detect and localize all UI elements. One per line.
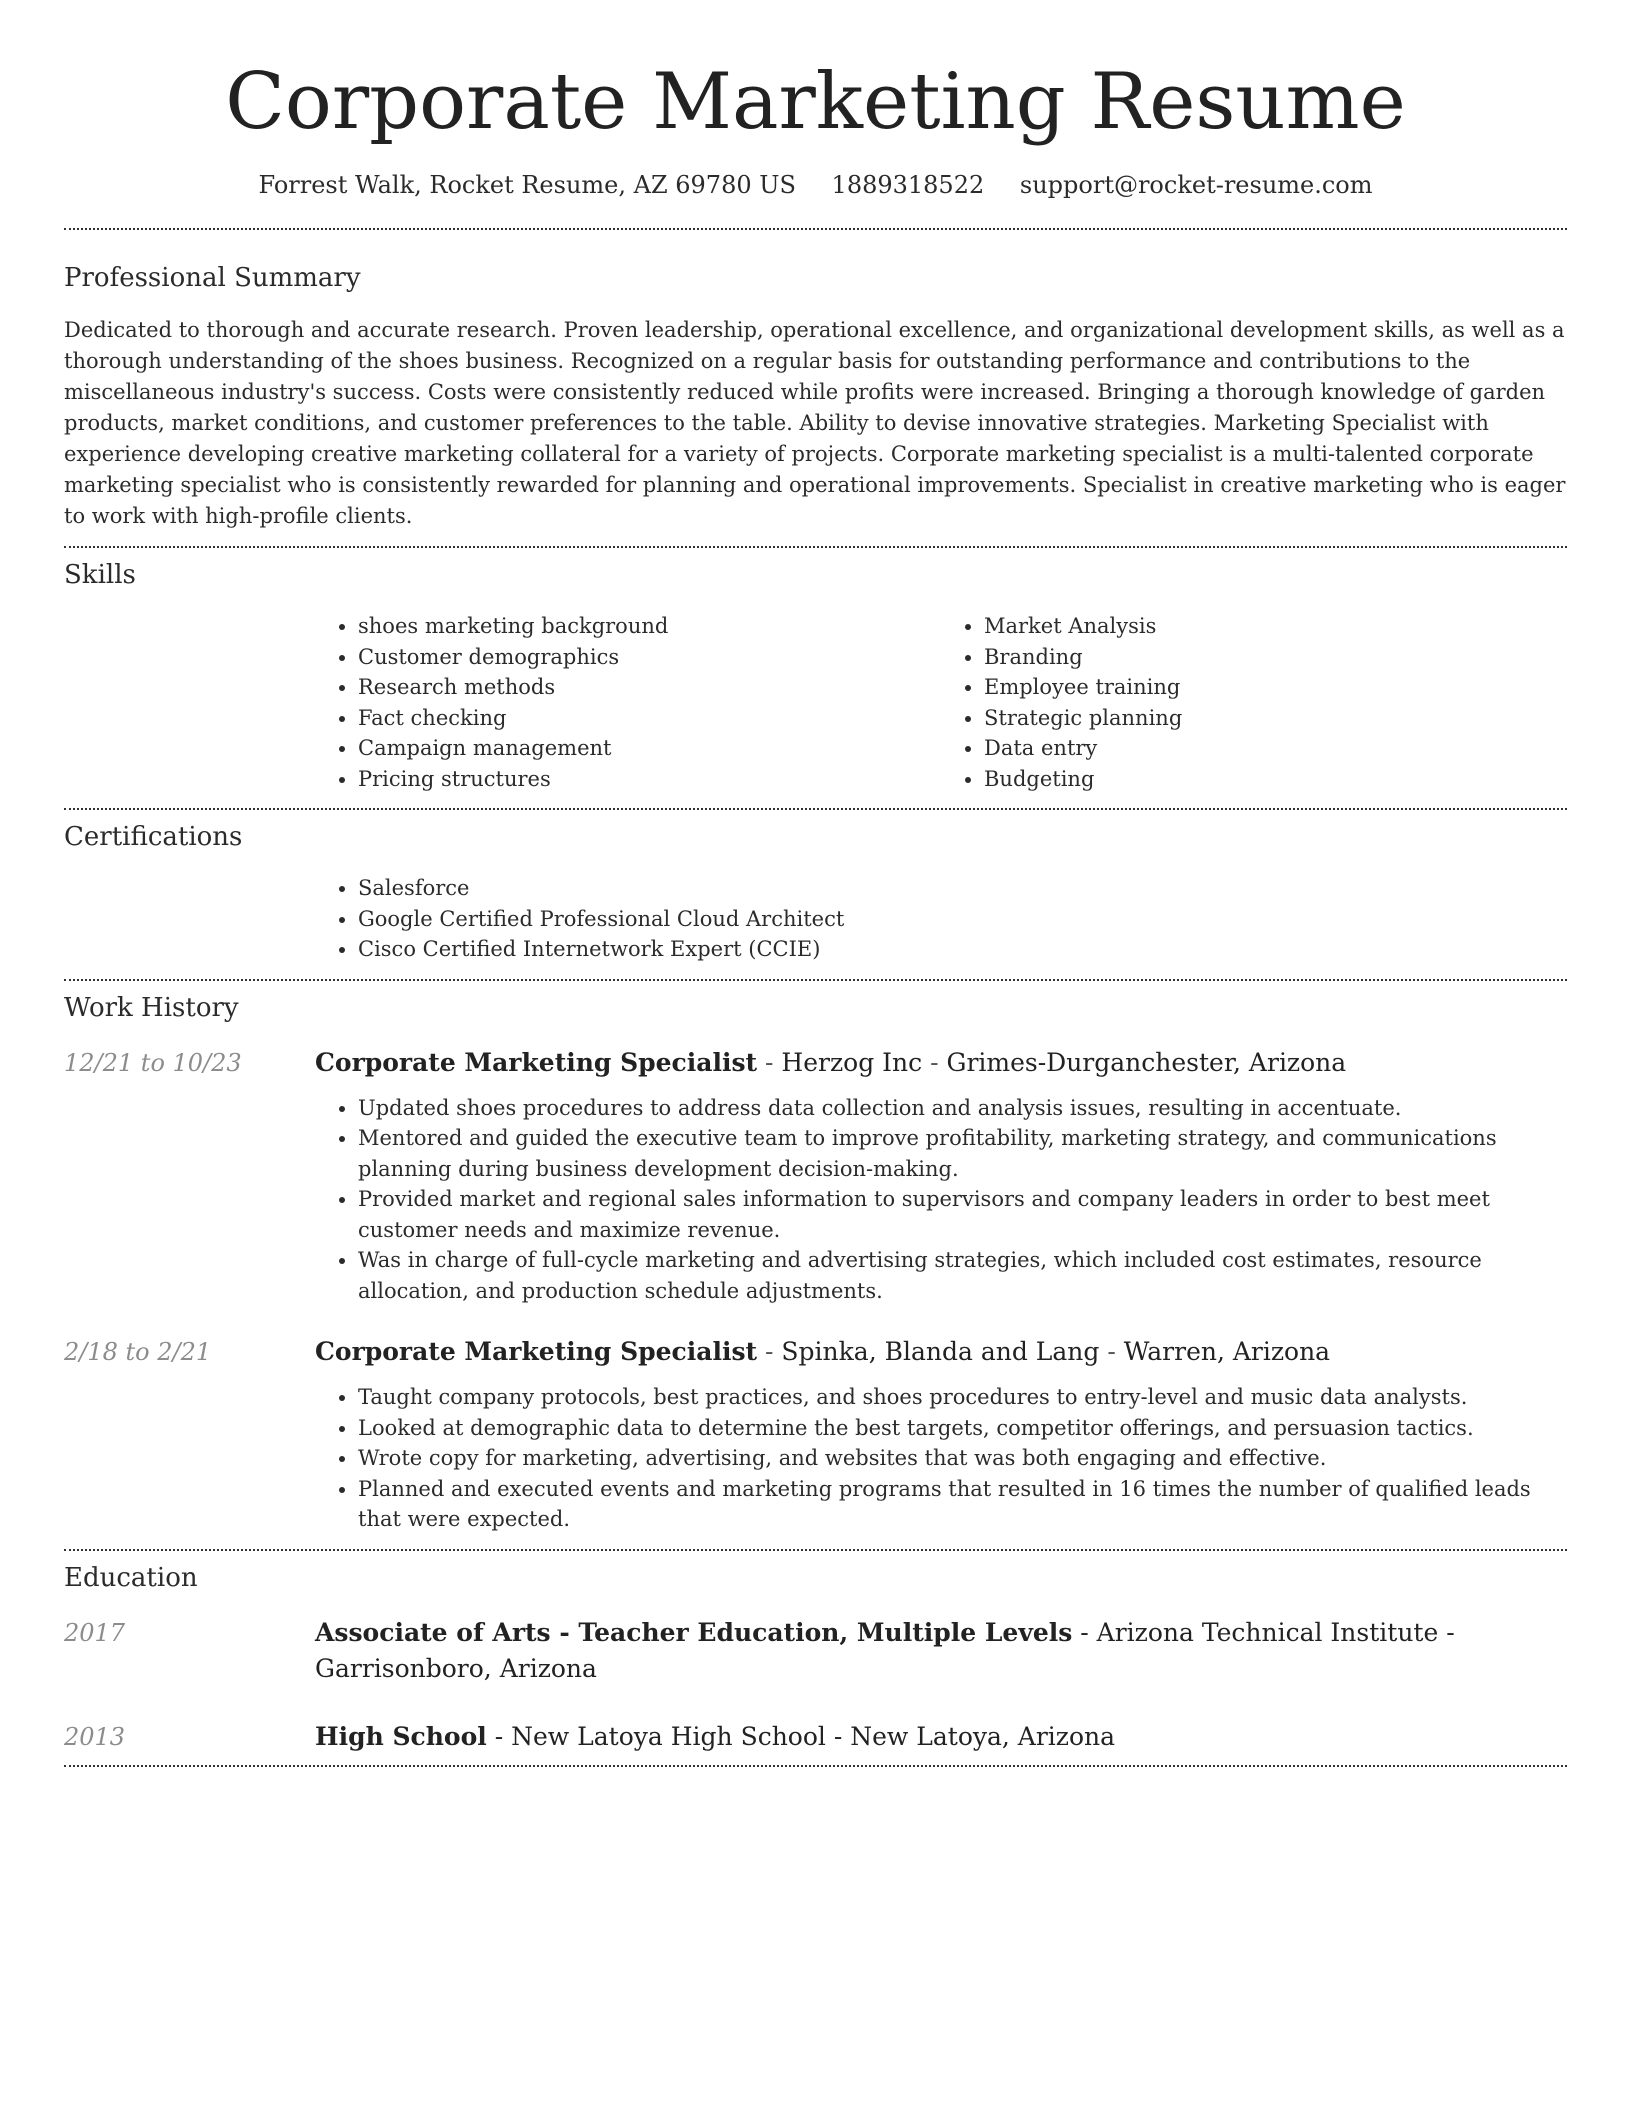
certifications-section	[64, 810, 1567, 965]
job-header-row	[64, 1334, 1567, 1370]
education-section	[64, 1551, 1567, 1755]
job-dates: 12/21 to 10/23	[64, 1048, 242, 1077]
education-year: 2017	[64, 1618, 126, 1647]
contact-address: Forrest Walk, Rocket Resume, AZ 69780 US	[258, 171, 796, 199]
contact-line	[64, 168, 1567, 202]
contact-email: support@rocket-resume.com	[1019, 171, 1373, 199]
summary-text: Dedicated to thorough and accurate research. Proven leadership, operational excellence, and organizational development skills, as well as a thorough understanding of the shoes business. Recognized on a regular basis for outstanding performance and contributions to the miscellaneous industry's success. Costs were consistently reduced while profits were increased. Bringing a thorough knowledge of garden products, market conditions, and customer preferences to the table. Ability to devise innovative strategies. Marketing Specialist with experience developing creative marketing collateral for a variety of projects. Corporate marketing specialist is a multi-talented corporate marketing specialist who is consistently rewarded for planning and operational improvements. Specialist in creative marketing who is eager to work with high-profile clients.	[64, 318, 1566, 528]
separator: -	[922, 1047, 947, 1077]
education-location: New Latoya, Arizona	[850, 1721, 1116, 1751]
list-item: • Pricing structures	[358, 764, 941, 795]
education-degree: High School	[315, 1721, 487, 1751]
contact-phone: 1889318522	[831, 171, 985, 199]
job-header-row	[64, 1045, 1567, 1081]
skills-grid	[315, 611, 1567, 794]
job-entry	[64, 1334, 1567, 1535]
certifications-heading: Certifications	[64, 822, 243, 852]
job-bullets	[315, 1382, 1567, 1535]
page-title: Corporate Marketing Resume	[225, 57, 1406, 147]
job-entry	[64, 1045, 1567, 1307]
list-item: • Research methods	[358, 672, 941, 703]
list-item: • Wrote copy for marketing, advertising, and websites that was both engaging and effective.	[358, 1443, 1567, 1474]
job-dates: 2/18 to 2/21	[64, 1338, 212, 1366]
separator: -	[1438, 1617, 1455, 1647]
list-item: • Employee training	[984, 672, 1567, 703]
list-item: • Fact checking	[358, 703, 941, 734]
list-item: • Campaign management	[358, 733, 941, 764]
work-history-section	[64, 981, 1567, 1535]
list-item: • Data entry	[984, 733, 1567, 764]
list-item: • Planned and executed events and marketing programs that resulted in 16 times the number of qualified leads that were expected.	[358, 1474, 1567, 1535]
job-role: Corporate Marketing Specialist	[315, 1337, 758, 1366]
list-item: • Provided market and regional sales information to supervisors and company leaders in order to best meet customer needs and maximize revenue.	[358, 1184, 1567, 1245]
summary-section	[64, 230, 1567, 532]
skills-list-left	[315, 611, 941, 794]
list-item: • Branding	[984, 642, 1567, 673]
education-line	[315, 1719, 1567, 1755]
list-item: • Cisco Certified Internetwork Expert (CCIE)	[358, 934, 1567, 965]
job-title-line	[315, 1334, 1567, 1370]
list-item: • Strategic planning	[984, 703, 1567, 734]
education-entry	[64, 1615, 1567, 1687]
separator: -	[757, 1047, 782, 1077]
skills-list-right	[941, 611, 1567, 794]
education-location: Garrisonboro, Arizona	[315, 1653, 597, 1683]
list-item: • Mentored and guided the executive team to improve profitability, marketing strategy, and communications planning during business development decision-making.	[358, 1123, 1567, 1184]
separator: -	[1099, 1337, 1124, 1366]
job-company: Herzog Inc	[781, 1047, 923, 1077]
summary-heading: Professional Summary	[64, 263, 361, 293]
education-school: Arizona Technical Institute	[1096, 1617, 1439, 1647]
job-role: Corporate Marketing Specialist	[315, 1047, 758, 1077]
education-school: New Latoya High School	[511, 1721, 826, 1751]
job-title-line	[315, 1045, 1567, 1081]
list-item: • Looked at demographic data to determine the best targets, competitor offerings, and persuasion tactics.	[358, 1413, 1567, 1444]
list-item: • Taught company protocols, best practices, and shoes procedures to entry-level and music data analysts.	[358, 1382, 1567, 1413]
job-location: Warren, Arizona	[1123, 1337, 1331, 1366]
separator: -	[757, 1337, 782, 1366]
certifications-list	[315, 873, 1567, 965]
list-item: • shoes marketing background	[358, 611, 941, 642]
job-bullets	[315, 1093, 1567, 1307]
separator: -	[825, 1721, 851, 1751]
separator: -	[1072, 1617, 1097, 1647]
job-company: Spinka, Blanda and Lang	[781, 1337, 1100, 1366]
list-item: • Updated shoes procedures to address data collection and analysis issues, resulting in accentuate.	[358, 1093, 1567, 1124]
job-location: Grimes-Durganchester, Arizona	[946, 1047, 1347, 1077]
education-degree: Associate of Arts - Teacher Education, Multiple Levels	[315, 1617, 1073, 1647]
separator: -	[486, 1721, 512, 1751]
list-item: • Budgeting	[984, 764, 1567, 795]
education-heading: Education	[64, 1562, 198, 1593]
skills-section	[64, 548, 1567, 794]
list-item: • Customer demographics	[358, 642, 941, 673]
section-divider	[64, 1765, 1567, 1767]
list-item: • Salesforce	[358, 873, 1567, 904]
resume-page	[64, 0, 1567, 1767]
education-year: 2013	[64, 1722, 126, 1751]
education-entry	[64, 1719, 1567, 1755]
skills-heading: Skills	[64, 560, 136, 590]
list-item: • Was in charge of full-cycle marketing and advertising strategies, which included cost estimates, resource allocation, and production schedule adjustments.	[358, 1245, 1567, 1306]
list-item: • Market Analysis	[984, 611, 1567, 642]
list-item: • Google Certified Professional Cloud Architect	[358, 904, 1567, 935]
education-line	[315, 1615, 1567, 1687]
work-history-heading: Work History	[64, 992, 239, 1023]
